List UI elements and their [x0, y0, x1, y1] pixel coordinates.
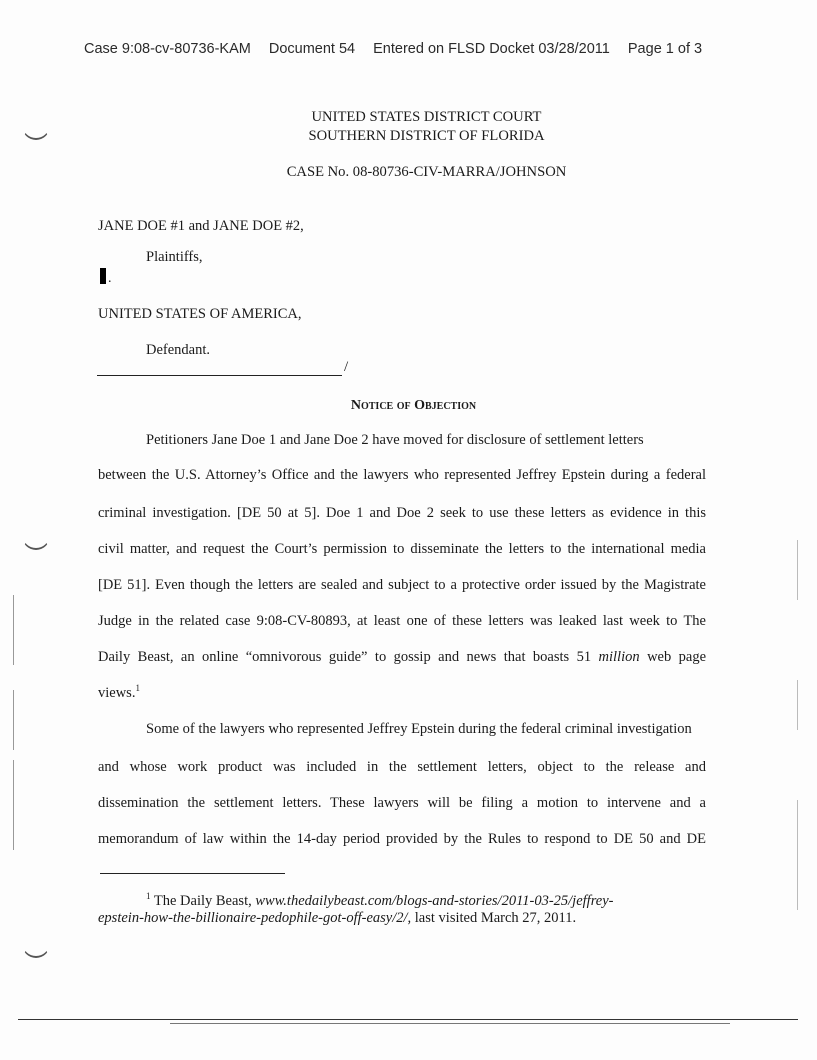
paragraph-1-line: Petitioners Jane Doe 1 and Jane Doe 2 have moved for disclosure of settlement letters [146, 432, 644, 448]
footnote-rule [100, 873, 285, 874]
caption-rule [97, 375, 342, 376]
paragraph-2-line: memorandum of law within the 14-day period provided by the Rules to respond to DE 50 and DE [98, 831, 706, 847]
redacted-vs-mark: . [108, 271, 112, 286]
footnote-number: 1 [146, 891, 151, 902]
punch-hole [22, 930, 50, 958]
scan-edge-mark [13, 595, 14, 665]
scan-edge-mark [797, 680, 798, 730]
notice-title: Notice of Objection [350, 398, 477, 413]
header-case-number: Case 9:08-cv-80736-KAM [84, 41, 251, 57]
header-page-count: Page 1 of 3 [627, 41, 703, 57]
footnote-visited: last visited March 27, 2011. [414, 910, 577, 926]
plaintiffs-label: Plaintiffs, [146, 249, 203, 265]
court-district: SOUTHERN DISTRICT OF FLORIDA [308, 128, 545, 144]
caption-slash: / [344, 359, 349, 375]
paragraph-1-line-7-end: web page [647, 649, 707, 665]
scan-edge-mark [13, 760, 14, 850]
footnote-url-part-1: www.thedailybeast.com/blogs-and-stories/2011-03-25/jeffrey- [255, 893, 614, 909]
paragraph-1-line-7-italic: million [598, 649, 640, 665]
scan-edge-mark [797, 800, 798, 910]
paragraph-1-line: Judge in the related case 9:08-CV-80893, at least one of these letters was leaked last week to The [98, 613, 706, 629]
plaintiffs-names: JANE DOE #1 and JANE DOE #2, [98, 218, 304, 234]
paragraph-1-line-8: views. [98, 685, 136, 701]
paragraph-1-line: criminal investigation. [DE 50 at 5]. Doe 1 and Doe 2 seek to use these letters as evidence in this [98, 505, 706, 521]
paragraph-1-line [98, 648, 706, 666]
scan-edge-mark [13, 690, 14, 750]
footnote-line-1 [146, 893, 614, 910]
punch-hole [22, 112, 50, 140]
footnote-reference: 1 [135, 683, 140, 694]
defendant-name: UNITED STATES OF AMERICA, [98, 306, 302, 322]
footnote-url-part-2: epstein-how-the-billionaire-pedophile-got-off-easy/2/, [98, 910, 412, 926]
scan-edge-mark [797, 540, 798, 600]
paragraph-2-line: Some of the lawyers who represented Jeffrey Epstein during the federal criminal investigation [146, 721, 692, 737]
punch-hole [22, 522, 50, 550]
defendant-label: Defendant. [146, 342, 211, 358]
paragraph-1-line: [DE 51]. Even though the letters are sealed and subject to a protective order issued by the Magistrate [98, 577, 706, 593]
page-bottom-edge-inner [170, 1023, 730, 1024]
header-document-number: Document 54 [268, 41, 356, 57]
footnote-line-2 [98, 910, 576, 927]
court-name: UNITED STATES DISTRICT COURT [311, 109, 542, 125]
paragraph-1-last-line [98, 684, 140, 702]
paragraph-2-line: dissemination the settlement letters. These lawyers will be filing a motion to intervene and a [98, 795, 706, 811]
header-docket-entry: Entered on FLSD Docket 03/28/2011 [373, 41, 610, 57]
footnote-source: The Daily Beast, [153, 893, 252, 909]
redaction-block [100, 268, 106, 284]
case-number: CASE No. 08-80736-CIV-MARRA/JOHNSON [286, 164, 567, 180]
ecf-header [84, 41, 702, 57]
paragraph-1-line: between the U.S. Attorney’s Office and the lawyers who represented Jeffrey Epstein during a federal [98, 467, 706, 483]
paragraph-1-line: civil matter, and request the Court’s permission to disseminate the letters to the international media [98, 541, 706, 557]
paragraph-2-line: and whose work product was included in the settlement letters, object to the release and [98, 759, 706, 775]
paragraph-1-line-7-text: Daily Beast, an online “omnivorous guide” to gossip and news that boasts 51 [98, 649, 592, 665]
page-bottom-edge [18, 1019, 798, 1020]
